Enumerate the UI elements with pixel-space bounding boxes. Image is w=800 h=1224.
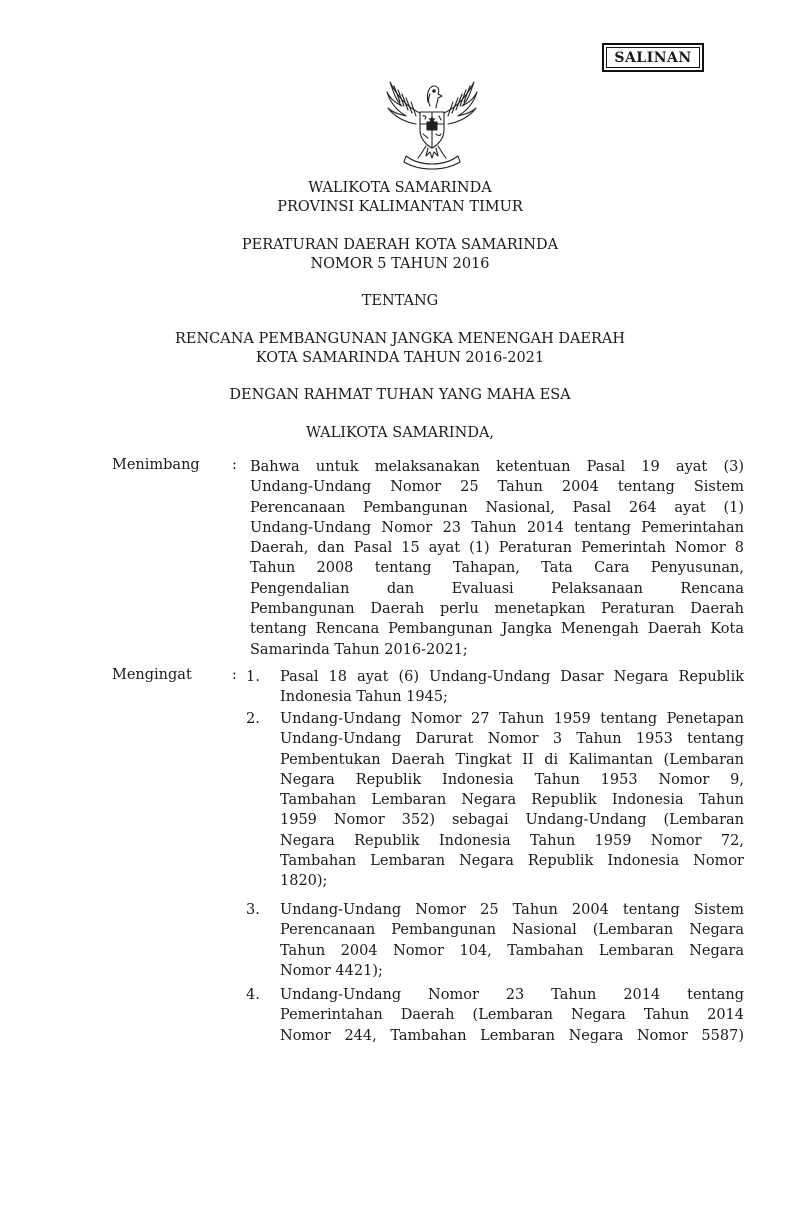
item-number: 3. bbox=[246, 902, 260, 918]
menimbang-line: Daerah, dan Pasal 15 ayat (1) Peraturan Pemerintah Nomor 8 bbox=[250, 540, 744, 557]
menimbang-line: Samarinda Tahun 2016-2021; bbox=[250, 641, 468, 658]
invocation: DENGAN RAHMAT TUHAN YANG MAHA ESA bbox=[229, 387, 571, 403]
header-title: WALIKOTA SAMARINDA bbox=[308, 180, 492, 196]
item-line: Negara Republik Indonesia Tahun 1959 Nomor 72, bbox=[280, 832, 744, 849]
item-line: Undang-Undang Nomor 25 Tahun 2004 tentang Sistem bbox=[280, 902, 744, 918]
item-body bbox=[280, 900, 744, 981]
menimbang-label: Menimbang bbox=[112, 457, 200, 473]
salinan-stamp bbox=[602, 43, 704, 72]
item-line: Pemerintahan Daerah (Lembaran Negara Tahun 2014 bbox=[280, 1007, 744, 1024]
item-line: Undang-Undang Nomor 27 Tahun 1959 tentang Penetapan bbox=[280, 711, 744, 727]
header-province: PROVINSI KALIMANTAN TIMUR bbox=[277, 199, 523, 215]
item-body bbox=[280, 709, 744, 892]
item-line: Undang-Undang Darurat Nomor 3 Tahun 1953 tentang bbox=[280, 731, 744, 748]
item-line: Pembentukan Daerah Tingkat II di Kalimantan (Lembaran bbox=[280, 751, 744, 768]
authority: WALIKOTA SAMARINDA, bbox=[305, 425, 495, 441]
tentang-label: TENTANG bbox=[361, 293, 439, 309]
menimbang-colon: : bbox=[232, 457, 237, 473]
menimbang-text bbox=[250, 457, 744, 660]
menimbang-line: Pembangunan Daerah perlu menetapkan Peraturan Daerah bbox=[250, 601, 744, 618]
subject-line-1: RENCANA PEMBANGUNAN JANGKA MENENGAH DAERAH bbox=[174, 331, 626, 347]
subject-line-2: KOTA SAMARINDA TAHUN 2016-2021 bbox=[255, 350, 545, 366]
item-line: Indonesia Tahun 1945; bbox=[280, 689, 448, 706]
menimbang-line: Bahwa untuk melaksanakan ketentuan Pasal 19 ayat (3) bbox=[250, 459, 744, 475]
item-line: 1959 Nomor 352) sebagai Undang-Undang (Lembaran bbox=[280, 812, 744, 829]
item-line: Tahun 2004 Nomor 104, Tambahan Lembaran Negara bbox=[280, 942, 744, 959]
menimbang-line: Pengendalian dan Evaluasi Pelaksanaan Rencana bbox=[250, 580, 744, 597]
salinan-stamp-label: SALINAN bbox=[606, 47, 700, 68]
item-line: Tambahan Lembaran Negara Republik Indonesia Nomor bbox=[280, 853, 744, 870]
item-line: Negara Republik Indonesia Tahun 1953 Nomor 9, bbox=[280, 771, 744, 788]
item-body bbox=[280, 667, 744, 708]
menimbang-line: tentang Rencana Pembangunan Jangka Menengah Daerah Kota bbox=[250, 621, 744, 638]
item-line: Nomor 4421); bbox=[280, 962, 383, 979]
item-number: 2. bbox=[246, 711, 260, 727]
menimbang-line: Undang-Undang Nomor 23 Tahun 2014 tentang Pemerintahan bbox=[250, 519, 744, 536]
item-line: Pasal 18 ayat (6) Undang-Undang Dasar Negara Republik bbox=[280, 669, 744, 685]
menimbang-line: Perencanaan Pembangunan Nasional, Pasal 264 ayat (1) bbox=[250, 499, 744, 516]
item-line: 1820); bbox=[280, 873, 328, 890]
item-line: Nomor 244, Tambahan Lembaran Negara Nomor 5587) bbox=[280, 1027, 744, 1044]
item-number: 4. bbox=[246, 987, 260, 1003]
item-number: 1. bbox=[246, 669, 260, 685]
mengingat-colon: : bbox=[232, 667, 237, 683]
menimbang-line: Undang-Undang Nomor 25 Tahun 2004 tentang Sistem bbox=[250, 479, 744, 496]
item-body bbox=[280, 985, 744, 1046]
item-line: Perencanaan Pembangunan Nasional (Lembaran Negara bbox=[280, 922, 744, 939]
item-line: Tambahan Lembaran Negara Republik Indonesia Tahun bbox=[280, 792, 744, 809]
menimbang-line: Tahun 2008 tentang Tahapan, Tata Cara Penyusunan, bbox=[250, 560, 744, 577]
regulation-number: NOMOR 5 TAHUN 2016 bbox=[310, 256, 490, 272]
mengingat-label: Mengingat bbox=[112, 667, 192, 683]
regulation-title: PERATURAN DAERAH KOTA SAMARINDA bbox=[241, 237, 559, 253]
garuda-pancasila-emblem-icon bbox=[384, 72, 480, 170]
item-line: Undang-Undang Nomor 23 Tahun 2014 tentang bbox=[280, 987, 744, 1003]
